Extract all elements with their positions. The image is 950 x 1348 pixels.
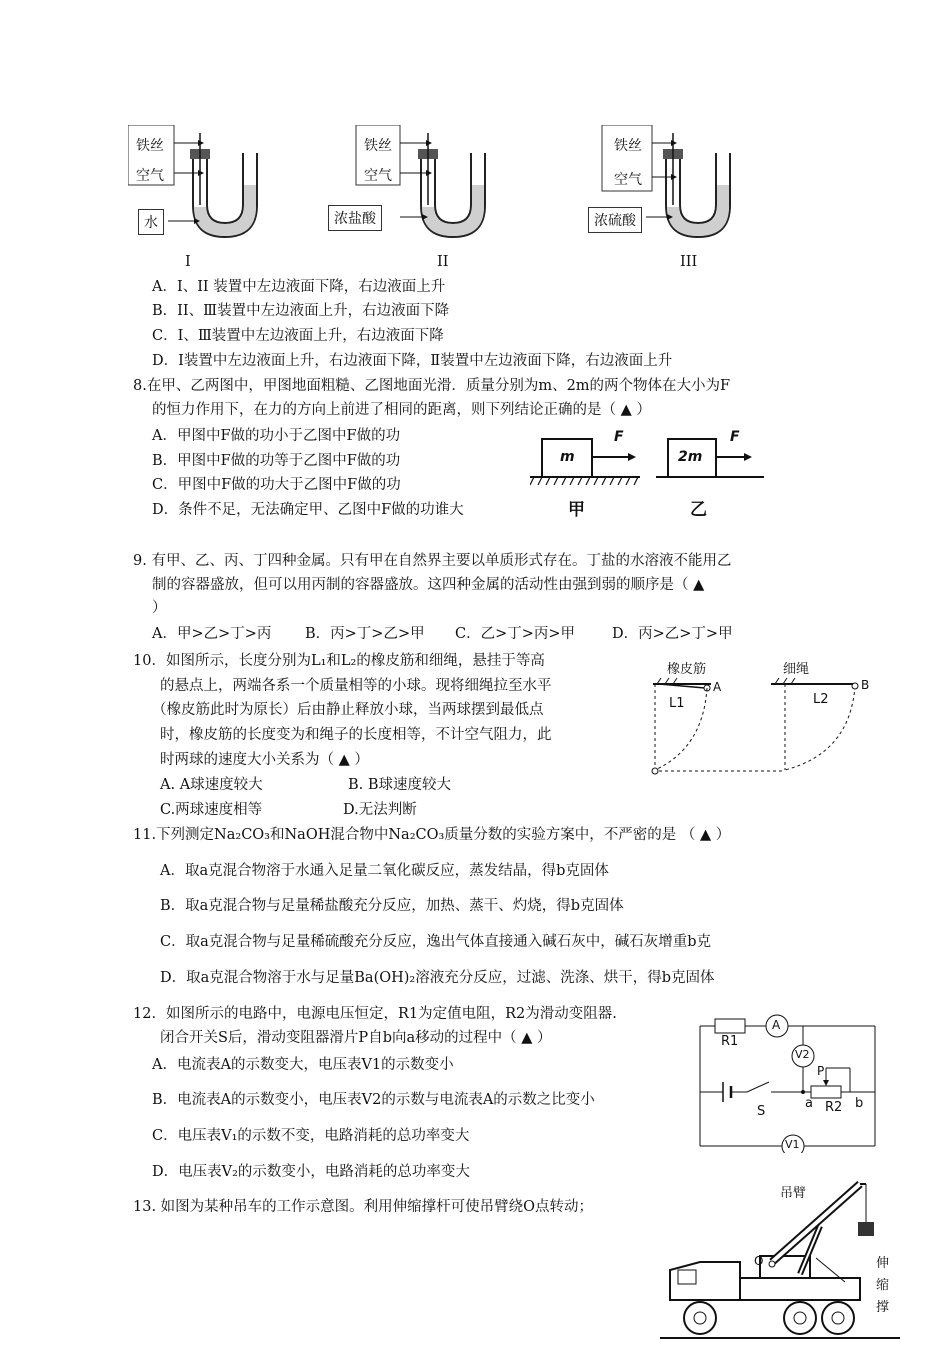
v1-label: V1 (785, 1138, 800, 1151)
slider-p-label: P (817, 1064, 825, 1078)
q7-fig-caption-2: II (437, 254, 449, 270)
u-tube-diagram (328, 125, 498, 265)
q9-option-a: A．甲>乙>丁>丙 (152, 626, 272, 642)
q7-option-a: A．Ⅰ、II 装置中左边液面下降，右边液面上升 (152, 279, 446, 295)
wire-label: 铁丝 (364, 138, 392, 154)
block-mass-label-2: 2m (678, 449, 703, 465)
q10-option-c: C.两球速度相等 (160, 802, 263, 818)
ball-a-label: A (713, 680, 722, 694)
liquid-label: 浓盐酸 (328, 205, 382, 231)
point-b-label: b (855, 1096, 864, 1111)
q10-stem-line-3: （橡皮筋此时为原长）后由静止释放小球，当两球摆到最低点 (152, 702, 544, 718)
q8-option-b: B．甲图中F做的功等于乙图中F做的功 (152, 453, 401, 469)
q9-stem-line-3: ） (152, 600, 167, 616)
q10-option-a: A. A球速度较大 (160, 777, 263, 793)
q12-stem-line-1: 12．如图所示的电路中，电源电压恒定，R1为定值电阻，R2为滑动变阻器. (133, 1006, 617, 1022)
caption-yi: 乙 (690, 500, 707, 520)
r1-label: R1 (721, 1034, 739, 1049)
rod-label-2: 缩 (876, 1278, 890, 1293)
arm-label: 吊臂 (780, 1186, 807, 1201)
q10-stem-line-5: 时两球的速度大小关系为（ ▲ ） (160, 752, 369, 768)
q13-stem: 13. 如图为某种吊车的工作示意图。利用伸缩撑杆可使吊臂绕O点转动； (133, 1199, 594, 1215)
q10-figure (645, 658, 875, 778)
q9-stem-line-1: 9. 有甲、乙、丙、丁四种金属。只有甲在自然界主要以单质形式存在。丁盐的水溶液不能用乙 (133, 553, 732, 569)
switch-s-label: S (757, 1104, 766, 1119)
length-l2-label: L2 (813, 692, 829, 707)
q11-stem: 11.下列测定Na₂CO₃和NaOH混合物中Na₂CO₃质量分数的实验方案中，不严密的是 （ ▲ ） (133, 827, 731, 843)
q7-figure-3 (588, 125, 758, 265)
q10-stem-line-4: 时，橡皮筋的长度变为和绳子的长度相等，不计空气阻力，此 (160, 727, 552, 743)
q10-option-d: D.无法判断 (343, 802, 417, 818)
force-label-2: F (730, 429, 740, 445)
q7-figure-2 (328, 125, 498, 265)
q8-stem-line-2: 的恒力作用下，在力的方向上前进了相同的距离，则下列结论正确的是（ ▲ ） (152, 402, 651, 418)
liquid-label: 浓硫酸 (588, 207, 642, 233)
q10-stem-line-2: 的悬点上，两端各系一个质量相等的小球。现将细绳拉至水平 (160, 678, 552, 694)
q8-stem-line-1: 8.在甲、乙两图中，甲图地面粗糙、乙图地面光滑．质量分别为m、2m的两个物体在大小为F (133, 378, 731, 394)
q12-stem-line-2: 闭合开关S后，滑动变阻器滑片P自b向a移动的过程中（ ▲ ） (160, 1030, 552, 1046)
q12-option-a: A．电流表A的示数变大，电压表V1的示数变小 (152, 1057, 454, 1073)
ball-b-label: B (861, 678, 870, 692)
q9-stem-line-2: 制的容器盛放，但可以用丙制的容器盛放。这四种金属的活动性由强到弱的顺序是（ ▲ (152, 577, 705, 593)
block-mass-label-1: m (560, 449, 575, 465)
q9-option-c: C．乙>丁>丙>甲 (455, 626, 576, 642)
q7-fig-caption-3: III (680, 254, 698, 270)
q7-figure-1 (128, 125, 278, 265)
q9-option-d: D．丙>乙>丁>甲 (612, 626, 733, 642)
rod-label-1: 伸 (876, 1256, 890, 1271)
q8-option-d: D．条件不足，无法确定甲、乙图中F做的功谁大 (152, 502, 464, 518)
q10-option-b: B. B球速度较大 (348, 777, 452, 793)
q8-option-a: A．甲图中F做的功小于乙图中F做的功 (152, 428, 401, 444)
rod-label-3: 撑 (876, 1300, 890, 1315)
q12-option-c: C．电压表V₁的示数不变，电路消耗的总功率变大 (152, 1128, 470, 1144)
q7-option-d: D．Ⅰ装置中左边液面上升，右边液面下降，Ⅱ装置中左边液面下降，右边液面上升 (152, 353, 673, 369)
q11-option-b: B．取a克混合物与足量稀盐酸充分反应，加热、蒸干、灼烧，得b克固体 (160, 898, 624, 914)
point-a-label: a (805, 1096, 813, 1111)
q8-figure (530, 425, 770, 521)
v2-label: V2 (795, 1048, 810, 1061)
q8-option-c: C．甲图中F做的功大于乙图中F做的功 (152, 477, 401, 493)
q12-option-b: B．电流表A的示数变小，电压表V2的示数与电流表A的示数之比变小 (152, 1092, 595, 1108)
q7-option-b: B．II、Ⅲ装置中左边液面上升，右边液面下降 (152, 303, 450, 319)
rope-label: 细绳 (783, 662, 810, 677)
q9-option-b: B．丙>丁>乙>甲 (305, 626, 425, 642)
q11-option-c: C．取a克混合物与足量稀硫酸充分反应，逸出气体直接通入碱石灰中，碱石灰增重b克 (160, 934, 712, 950)
q10-stem-line-1: 10．如图所示，长度分别为L₁和L₂的橡皮筋和细绳，悬挂于等高 (133, 653, 545, 669)
air-label: 空气 (136, 168, 164, 184)
pivot-o-label: O (754, 1254, 764, 1268)
air-label: 空气 (614, 172, 642, 188)
air-label: 空气 (364, 168, 392, 184)
circuit-diagram (695, 1008, 885, 1153)
caption-jia: 甲 (568, 500, 585, 520)
rubber-band-label: 橡皮筋 (667, 662, 707, 677)
q11-option-a: A．取a克混合物溶于水通入足量二氧化碳反应，蒸发结晶，得b克固体 (160, 863, 609, 879)
wire-label: 铁丝 (136, 138, 164, 154)
q12-circuit-figure (695, 1008, 885, 1153)
r2-label: R2 (825, 1100, 843, 1115)
wire-label: 铁丝 (614, 138, 642, 154)
ammeter-label: A (772, 1018, 781, 1032)
q12-option-d: D．电压表V₂的示数变小，电路消耗的总功率变大 (152, 1164, 470, 1180)
force-label-1: F (614, 429, 624, 445)
q11-option-d: D．取a克混合物溶于水与足量Ba(OH)₂溶液充分反应，过滤、洗涤、烘干，得b克固体 (160, 970, 715, 986)
liquid-label: 水 (138, 209, 164, 235)
length-l1-label: L1 (669, 696, 685, 711)
q7-fig-caption-1: I (185, 254, 191, 270)
q7-option-c: C．Ⅰ、Ⅲ装置中左边液面上升，右边液面下降 (152, 328, 444, 344)
q13-crane-figure (660, 1170, 905, 1344)
